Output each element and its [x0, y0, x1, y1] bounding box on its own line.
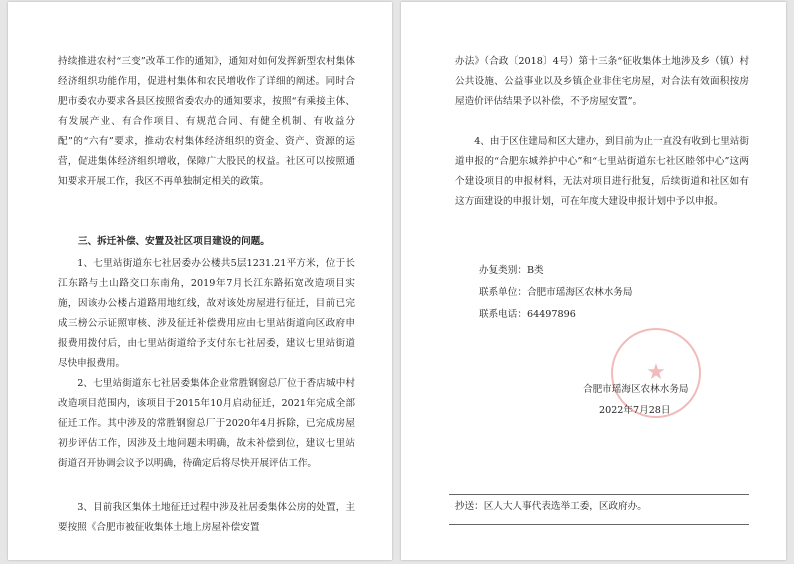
- body-paragraph: 持续推进农村“三变”改革工作的通知》，通知对如何发挥新型农村集体经济组织功能作用，促进村集体和农民增收作了详细的阐述。同时合肥市委农办要求各县区按照省委农办的通知要求，按照“有乘接主体、有发展产业、有合作项目、有规范合同、有健全机制、有收益分配”的“六有”要求，推动农村集体经济组织的资金、资产、资源的运营，促进集体经济组织增收，保障广大股民的权益。社区可以按照通知要求开展工作，我区不再单独制定相关的政策。: [58, 56, 355, 187]
- cc-line: 抄送：区人大人事代表选举工委，区政府办。: [455, 501, 647, 512]
- divider: [449, 524, 749, 525]
- divider: [449, 494, 749, 495]
- body-paragraph: 3、目前我区集体土地征迁过程中涉及社居委集体公房的处置，主要按照《合肥市被征收集体土地上房屋补偿安置: [58, 502, 355, 533]
- signing-date: 2022年7月28日: [599, 405, 671, 416]
- contact-phone: 联系电话：64497896: [479, 309, 576, 320]
- body-paragraph: 2、七里站街道东七社居委集体企业常胜钢窗总厂位于香店城中村改造项目范围内，该项目于2015年10月启动征迁，2021年完成全部征迁工作。其中涉及的常胜钢窗总厂于2020年4月拆除，已完成房屋初步评估工作，因涉及土地问题未明确，故未补偿到位，建议七里站街道召开协调会议予以明确，待确定后将尽快开展评估工作。: [58, 378, 355, 469]
- reply-category: 办复类别：B类: [479, 265, 544, 276]
- left-page: [8, 2, 392, 560]
- section-heading: 三、拆迁补偿、安置及社区项目建设的问题。: [78, 236, 270, 247]
- right-page: [401, 2, 786, 560]
- body-paragraph: 1、七里站街道东七社居委办公楼共5层1231.21平方米，位于长江东路与土山路交口东南角，2019年7月长江东路拓宽改造项目实施，因该办公楼占道路用地红线，故对该处房屋进行征迁，目前已完成三榜公示证照审核、涉及征迁补偿费用应由七里站街道向区政府申报费用拨付后，由七里站街道给予支付东七社居委，建议七里站街道尽快申报费用。: [58, 258, 355, 369]
- signing-organization: 合肥市瑶海区农林水务局: [583, 384, 689, 395]
- body-paragraph: 办法》（合政〔2018〕4号）第十三条“征收集体土地涉及乡（镇）村公共设施、公益事业以及乡镇企业非住宅房屋，对合法有效面积按房屋造价评估结果予以补偿，不予房屋安置”。: [455, 56, 749, 107]
- body-paragraph: 4、由于区住建局和区大建办，到目前为止一直没有收到七里站街道申报的“合肥东城养护中心”和“七里站街道东七社区睦邻中心”这两个建设项目的申报材料，无法对项目进行批复，后续街道和社区如有这方面建设的申报计划，可在年度大建设申报计划中予以申报。: [455, 136, 749, 207]
- contact-unit: 联系单位：合肥市瑶海区农林水务局: [479, 287, 633, 298]
